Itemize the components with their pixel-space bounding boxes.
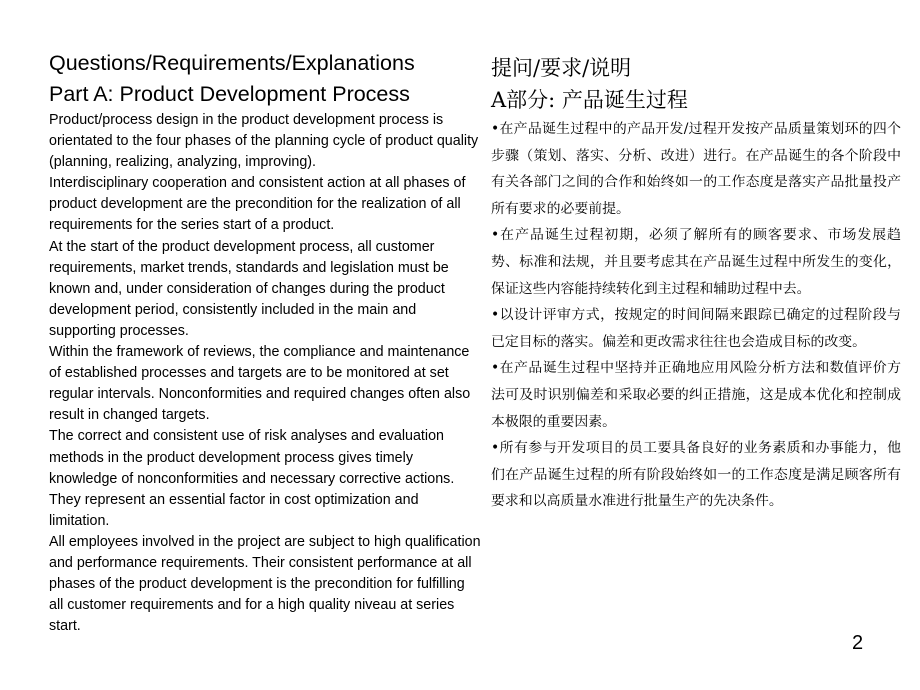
english-paragraph: The correct and consistent use of risk analyses and evaluation methods in the product development process gives timely knowledge of nonconformities and necessary corrective actions. They represent an essential factor in cost optimization and limitation. <box>49 428 455 529</box>
chinese-paragraph: •所有参与开发项目的员工要具备良好的业务素质和办事能力，他们在产品诞生过程的所有阶段始终如一的工作态度是满足顾客所有要求和以高质量水准进行批量生产的先决条件。 <box>491 440 901 510</box>
chinese-paragraph: •以设计评审方式，按规定的时间间隔来跟踪已确定的过程阶段与已定目标的落实。偏差和更改需求往往也会造成目标的改变。 <box>491 307 901 350</box>
english-paragraph: Product/process design in the product development process is orientated to the four phases of the planning cycle of product quality (planning, realizing, analyzing, improving). <box>49 112 479 171</box>
english-title: Questions/Requirements/Explanations <box>49 51 415 75</box>
english-body <box>49 110 481 637</box>
chinese-title: 提问/要求/说明 <box>491 56 632 80</box>
english-paragraph: All employees involved in the project are subject to high qualification and performance requirements. Their consistent performance at all phases of the product development is the precondition for fulfilling all customer requirements and for a high quality niveau at series start. <box>49 533 481 635</box>
chinese-paragraph: •在产品诞生过程中坚持并正确地应用风险分析方法和数值评价方法可及时识别偏差和采取必要的纠正措施，这是成本优化和控制成本极限的重要因素。 <box>491 360 901 430</box>
english-subtitle: Part A: Product Development Process <box>49 82 410 106</box>
english-paragraph: At the start of the product development process, all customer requirements, market trends, standards and legislation must be known and, under consideration of changes during the product development period, consistently included in the main and supporting processes. <box>49 238 449 339</box>
chinese-paragraph: •在产品诞生过程中的产品开发/过程开发按产品质量策划环的四个步骤（策划、落实、分析、改进）进行。在产品诞生的各个阶段中有关各部门之间的合作和始终如一的工作态度是落实产品批量投产所有要求的必要前提。 <box>491 121 901 217</box>
chinese-subtitle: A部分: 产品诞生过程 <box>491 88 688 112</box>
page-number: 2 <box>852 632 864 654</box>
english-paragraph: Interdisciplinary cooperation and consistent action at all phases of product development are the precondition for the realization of all requirements for the series start of a product. <box>49 175 466 234</box>
english-paragraph: Within the framework of reviews, the compliance and maintenance of established processes and targets are to be monitored at set regular intervals. Nonconformities and required changes often also result in changed targets. <box>49 344 471 424</box>
english-column <box>49 48 481 637</box>
chinese-column <box>491 52 901 515</box>
chinese-paragraph: •在产品诞生过程初期，必须了解所有的顾客要求、市场发展趋势、标准和法规，并且要考虑其在产品诞生过程中所发生的变化，保证这些内容能持续转化到主过程和辅助过程中去。 <box>491 227 901 297</box>
